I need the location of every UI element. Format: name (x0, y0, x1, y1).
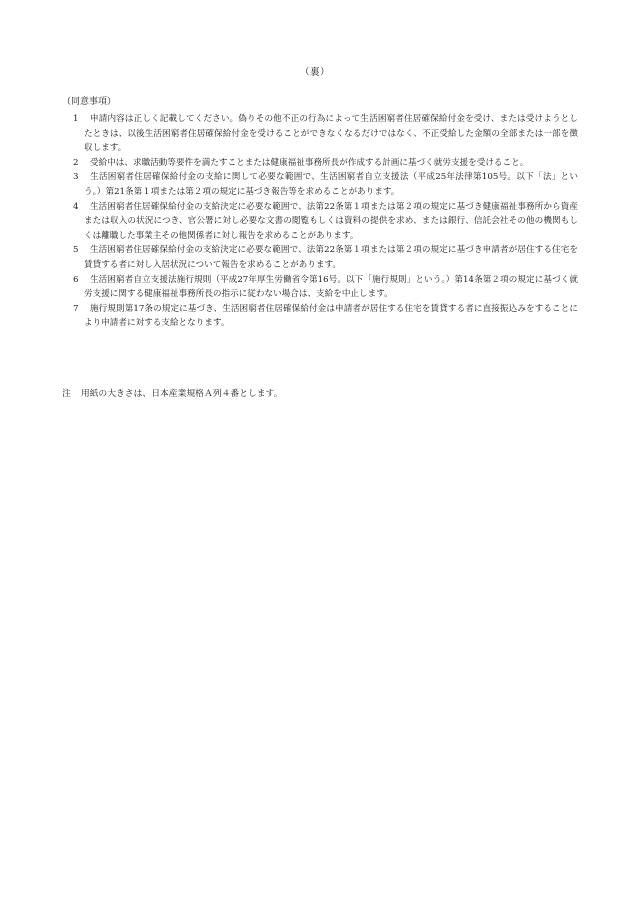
consent-item-number: 3 (73, 172, 79, 183)
consent-item-text: 生活困窮者住居確保給付金の支給決定に必要な範囲で、法第22条第１項または第２項の規定に基づき申請者が居住する住宅を賃貸する者に対し入居状況について報告を求めることがあります。 (84, 245, 578, 270)
note-mark: 注 (62, 389, 71, 399)
consent-item (70, 243, 578, 272)
consent-item (70, 170, 578, 199)
consent-item-number: 7 (73, 303, 79, 314)
consent-item-text: 受給中は、求職活動等要件を満たすことまたは健康福祉事務所長が作成する計画に基づく就労支援を受けること。 (90, 157, 529, 168)
consent-items-list (70, 112, 578, 331)
consent-item (70, 302, 578, 331)
consent-item (70, 200, 578, 244)
consent-item (70, 112, 578, 156)
note-text: 用紙の大きさは、日本産業規格Ａ列４番とします。 (80, 389, 283, 399)
consent-item-number: 1 (73, 114, 79, 124)
consent-item-text: 申請内容は正しく記載してください。偽りその他不正の行為によって生活困窮者住居確保給付金を受け、または受けようとしたときは、以後生活困窮者住居確保給付金を受けることができなくなるだけではなく、不正受給した金額の全部または一部を徴収します。 (84, 114, 578, 154)
consent-item-number: 4 (73, 201, 79, 212)
consent-item-number: 6 (73, 274, 79, 285)
paper-size-note (62, 388, 282, 401)
consent-item-number: 5 (73, 245, 79, 256)
consent-item (70, 156, 578, 171)
page-side-heading: （裏） (299, 67, 330, 78)
consent-item (70, 273, 578, 302)
consent-item-text: 生活困窮者住居確保給付金の支給に関して必要な範囲で、生活困窮者自立支援法（平成25年法律第105号。以下「法」という。）第21条第１項または第２項の規定に基づき報告等を求めることがあります。 (84, 172, 578, 197)
consent-item-text: 生活困窮者自立支援法施行規則（平成27年厚生労働省令第16号。以下「施行規則」という。）第14条第２項の規定に基づく就労支援に関する健康福祉事務所長の指示に従わない場合は、支給を中止します。 (84, 274, 578, 300)
consent-item-number: 2 (73, 157, 79, 168)
consent-section-label: （同意事項） (62, 97, 117, 107)
consent-item-text: 生活困窮者住居確保給付金の支給決定に必要な範囲で、法第22条第１項または第２項の規定に基づき健康福祉事務所から資産または収入の状況につき、官公署に対し必要な文書の閲覧もしくは資料の提供を求め、または銀行、信託会社その他の機関もしくは離職した事業主その他関係者に対し報告を求めることがあります。 (84, 201, 578, 241)
consent-item-text: 施行規則第17条の規定に基づき、生活困窮者住居確保給付金は申請者が居住する住宅を賃貸する者に直接振込みをすることにより申請者に対する支給となります。 (84, 303, 578, 329)
